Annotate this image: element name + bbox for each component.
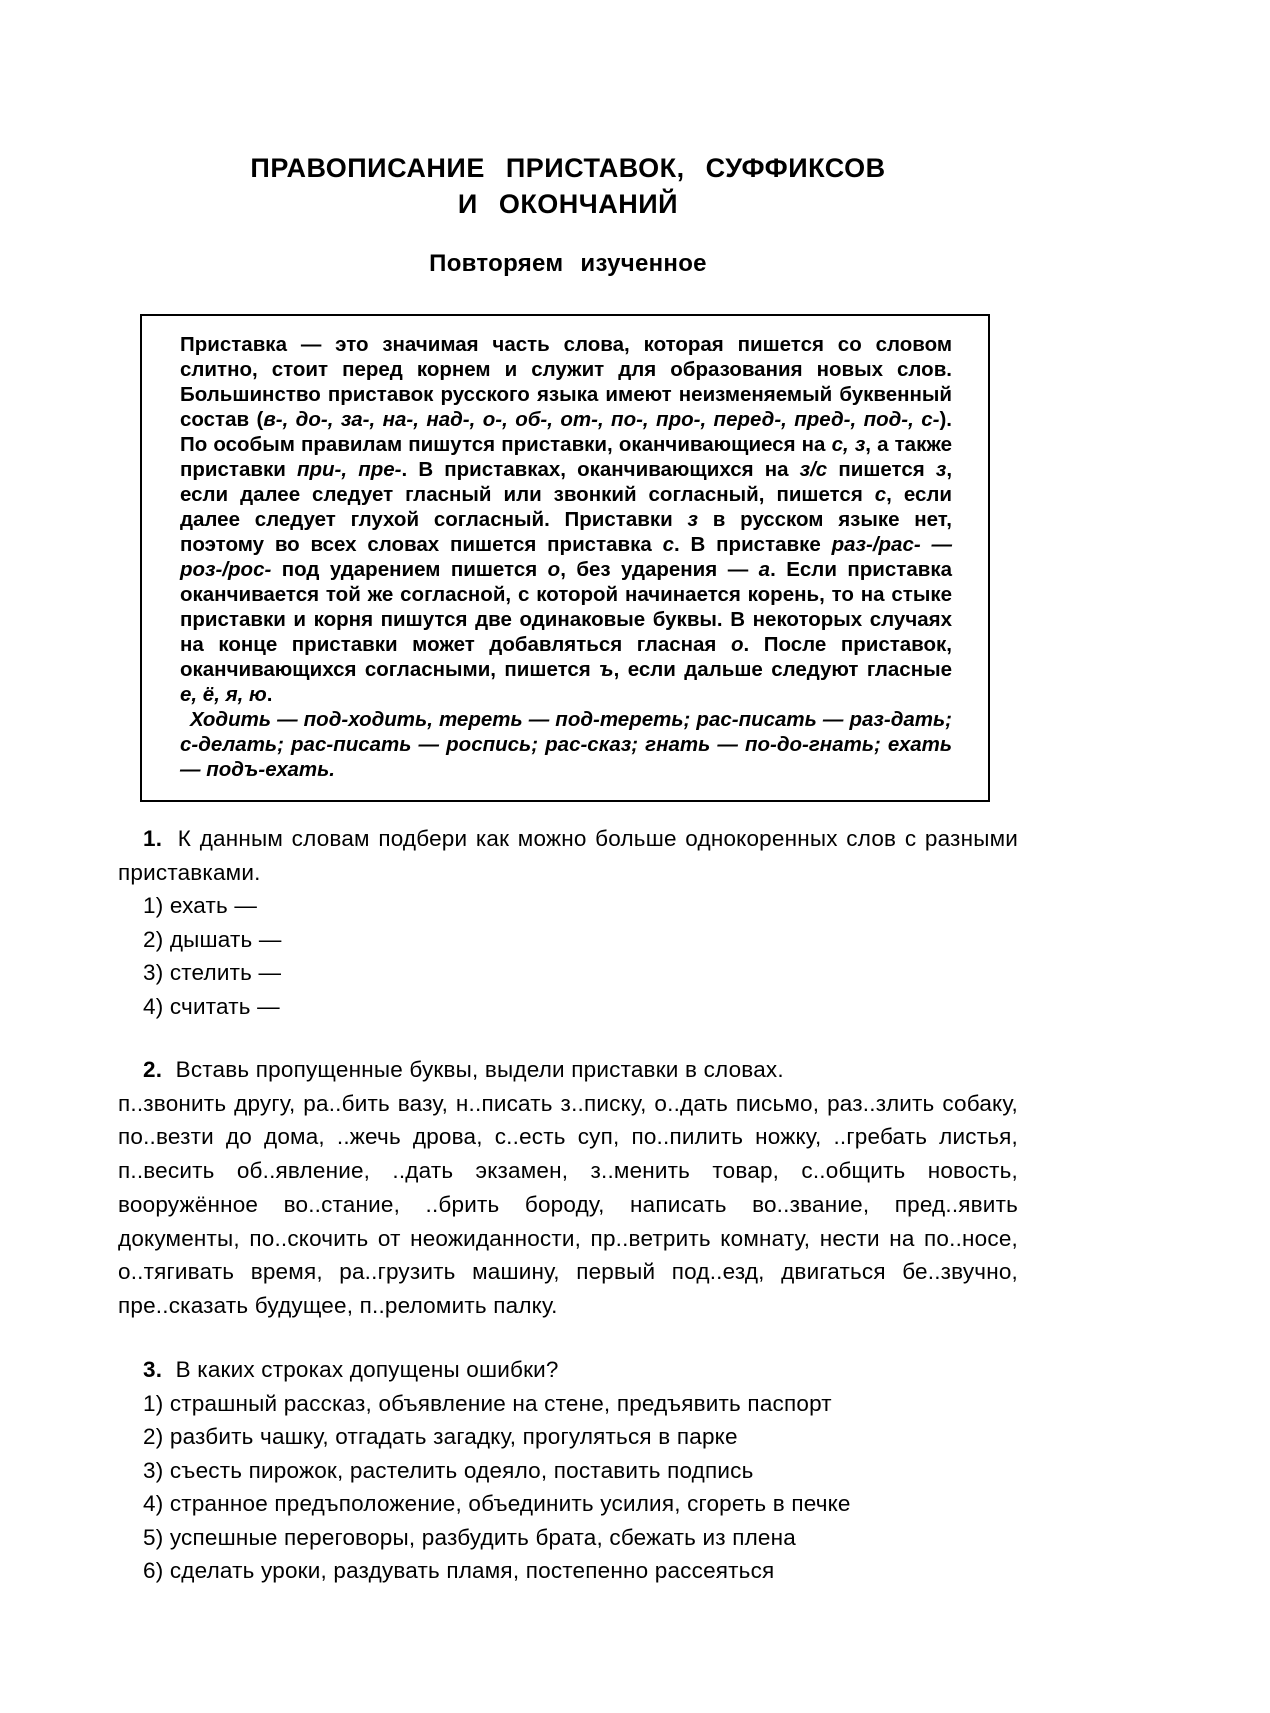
exercise-2-task [118, 1053, 1018, 1087]
exercise-3-item-5: 5) успешные переговоры, разбудить брата, сбежать из плена [143, 1524, 796, 1550]
exercise-1-item-1: 1) ехать — [143, 893, 258, 918]
exercise-3-item-6: 6) сделать уроки, раздувать пламя, постепенно рассеяться [143, 1558, 775, 1584]
exercise-2-number: 2. [143, 1057, 163, 1082]
page-title-line-1: ПРАВОПИСАНИЕ ПРИСТАВОК, СУФФИКСОВ [250, 153, 886, 183]
exercise-1-item-2: 2) дышать — [143, 926, 282, 952]
exercise-1-item-3: 3) стелить — [143, 960, 282, 985]
exercise-3-item-2: 2) разбить чашку, отгадать загадку, прогуляться в парке [143, 1424, 738, 1450]
exercise-3-text: В каких строках допущены ошибки? [175, 1357, 559, 1383]
exercise-1-item-list [118, 889, 1018, 1023]
page-title-line-2: И ОКОНЧАНИЙ [457, 189, 679, 219]
exercise-3-number: 3. [143, 1357, 163, 1383]
exercise-1-item-4: 4) считать — [143, 993, 280, 1019]
exercise-1-number: 1. [143, 826, 163, 851]
rule-box [140, 314, 990, 802]
rule-example-paragraph: Ходить — под-ходить, тереть — под-тереть; рас-писать — раз-дать; с-делать; рас-писать — роспись; рас-сказ; гнать — по-до-гнать; ехать — подъ-ехать. [180, 708, 952, 781]
section-subtitle: Повторяем изученное [429, 250, 707, 277]
exercise-3-item-list [118, 1387, 1018, 1588]
exercise-3-item-3: 3) съесть пирожок, растелить одеяло, поставить подпись [143, 1457, 754, 1483]
exercise-1 [118, 822, 1018, 1023]
exercise-2-word-list: п..звонить другу, ра..бить вазу, н..писать з..писку, о..дать письмо, раз..злить собаку, по..везти до дома, ..жечь дрова, с..есть суп, по..пилить ножку, ..гребать листья, п..весить об..явление, ..дать экзамен, з..менить товар, с..общить новость, вооружённое во..стание, ..брить бороду, написать во..звание, пред..явить документы, по..скочить от неожиданности, пр..ветрить комнату, нести на по..носе, о..тягивать время, ра..грузить машину, первый под..езд, двигаться бе..звучно, пре..сказать будущее, п..реломить палку. [118, 1090, 1018, 1319]
exercise-3-task [118, 1353, 1018, 1387]
rule-definition-paragraph: Приставка — это значимая часть слова, которая пишется со словом слитно, стоит перед корнем и служит для образования новых слов. Большинство приставок русского языка имеют неизменяемый буквенный состав (в-, до-, за-, на-, над-, о-, об-, от-, по-, про-, перед-, пред-, под-, с-). По особым правилам пишутся приставки, оканчивающиеся на с, з, а также приставки при-, пре-. В приставках, оканчивающихся на з/с пишется з, если далее следует гласный или звонкий согласный, пишется с, если далее следует глухой согласный. Приставки з в русском языке нет, поэтому во всех словах пишется приставка с. В приставке раз-/рас- — роз-/рос- под ударением пишется о, без ударения — а. Если приставка оканчивается той же согласной, с которой начинается корень, то на стыке приставки и корня пишутся две одинаковые буквы. В некоторых случаях на конце приставки может добавляться гласная о. После приставок, оканчивающихся согласными, пишется ъ, если дальше следуют гласные е, ё, я, ю. [180, 333, 953, 706]
exercise-2-text: Вставь пропущенные буквы, выдели приставки в словах. [175, 1057, 784, 1082]
exercise-3-item-1: 1) страшный рассказ, объявление на стене, предъявить паспорт [143, 1390, 832, 1416]
exercise-3-item-4: 4) странное предъположение, объединить усилия, сгореть в печке [143, 1491, 851, 1517]
exercise-3 [118, 1353, 1018, 1588]
exercise-2 [118, 1053, 1018, 1323]
exercise-1-text: К данным словам подбери как можно больше однокоренных слов с разными приставками. [118, 826, 1019, 885]
page-title [118, 150, 1018, 222]
exercise-1-task [118, 822, 1018, 889]
